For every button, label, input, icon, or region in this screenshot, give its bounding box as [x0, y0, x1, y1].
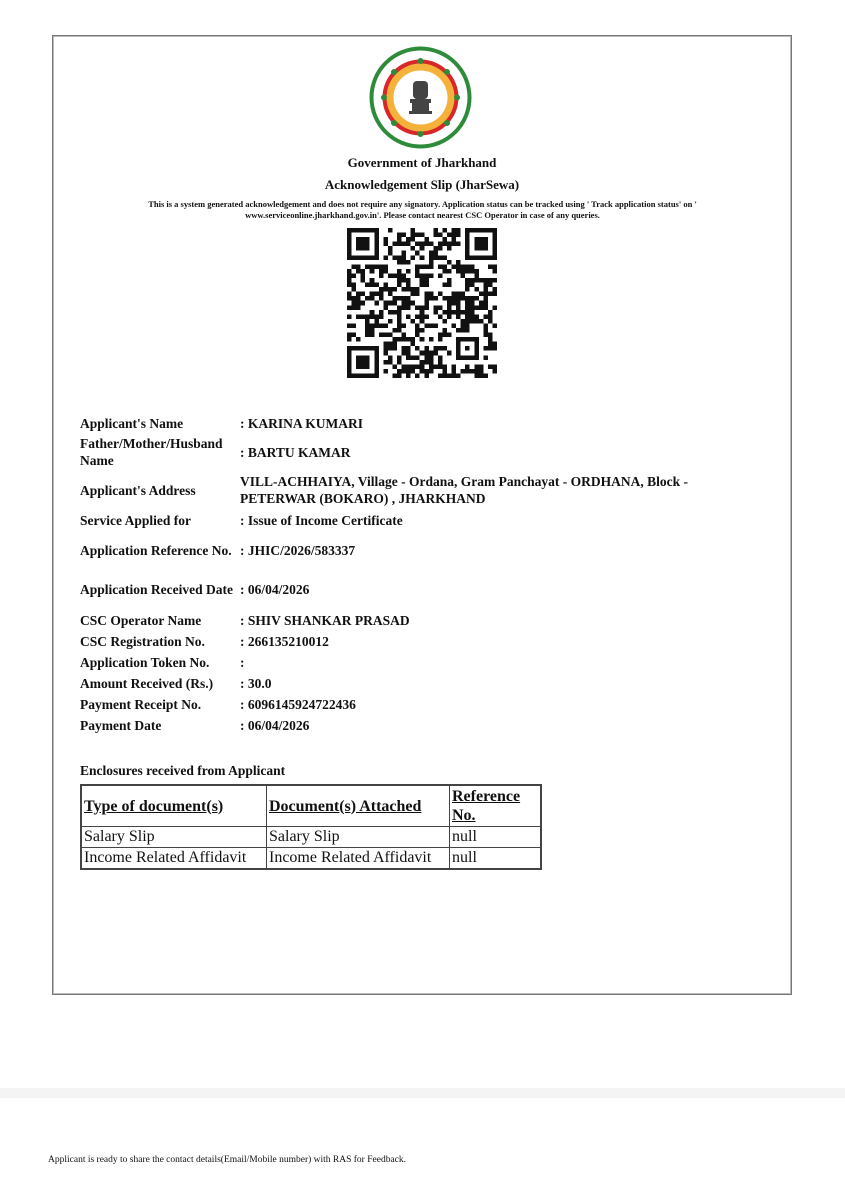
- detail-row: [80, 715, 760, 736]
- table-cell: null: [450, 827, 542, 848]
- table-row: [81, 827, 541, 848]
- detail-row: [80, 673, 760, 694]
- detail-value: : 30.0: [240, 676, 272, 691]
- document-title: Government of Jharkhand: [347, 155, 497, 170]
- detail-label: CSC Registration No.: [80, 634, 205, 649]
- detail-value: : 6096145924722436: [240, 697, 356, 712]
- detail-row: [80, 694, 760, 715]
- detail-row: [80, 531, 760, 570]
- detail-value: : 266135210012: [240, 634, 329, 649]
- detail-value: : JHIC/2026/583337: [240, 543, 356, 558]
- table-cell: Income Related Affidavit: [267, 848, 450, 870]
- detail-label: Applicant's Name: [80, 415, 184, 431]
- table-header-row: [81, 785, 541, 827]
- detail-label: Payment Date: [80, 718, 162, 733]
- document-subtitle: Acknowledgement Slip (JharSewa): [324, 177, 520, 192]
- detail-row: [80, 652, 760, 673]
- detail-label: CSC Operator Name: [80, 612, 202, 628]
- enclosures-title: Enclosures received from Applicant: [80, 763, 286, 778]
- detail-value: : 06/04/2026: [240, 718, 310, 733]
- detail-row: [80, 631, 760, 652]
- detail-label: Amount Received (Rs.): [80, 676, 214, 691]
- detail-value: : BARTU KAMAR: [240, 444, 351, 460]
- detail-value: VILL-ACHHAIYA, Village - Ordana, Gram Panchayat - ORDHANA, Block - PETERWAR (BOKARO) , JHARKHAND: [240, 474, 689, 506]
- detail-label: Applicant's Address: [80, 482, 196, 498]
- detail-value: : Issue of Income Certificate: [240, 513, 403, 528]
- detail-label: Application Received Date: [80, 582, 233, 597]
- page-separator: [0, 1088, 845, 1098]
- system-notice: This is a system generated acknowledgement and does not require any signatory. Application status can be tracked using ' Track application status' on ' www.serviceonline.jharkhand.gov.in'. Please contact nearest CSC Operator in case of any queries.: [148, 199, 697, 220]
- table-cell: Salary Slip: [267, 827, 450, 848]
- enclosures-table: [80, 784, 542, 870]
- detail-label: Application Token No.: [80, 655, 210, 670]
- detail-row: [80, 570, 760, 609]
- table-row: [81, 848, 541, 870]
- detail-row: [80, 434, 760, 470]
- column-header: Type of document(s): [81, 785, 267, 827]
- detail-value: : KARINA KUMARI: [240, 415, 363, 431]
- detail-label: Application Reference No.: [80, 543, 232, 558]
- detail-row: [80, 470, 760, 510]
- detail-value: : SHIV SHANKAR PRASAD: [240, 612, 410, 628]
- table-cell: Income Related Affidavit: [81, 848, 267, 870]
- detail-label: Service Applied for: [80, 513, 191, 528]
- qr-code: [347, 228, 497, 378]
- detail-value: :: [240, 655, 245, 670]
- table-cell: null: [450, 848, 542, 870]
- detail-label: Father/Mother/Husband Name: [80, 436, 223, 468]
- column-header: Reference No.: [450, 785, 542, 827]
- detail-value: : 06/04/2026: [240, 582, 310, 597]
- applicant-details: [80, 412, 760, 736]
- detail-row: [80, 609, 760, 631]
- jharkhand-emblem-logo: [368, 45, 473, 150]
- detail-row: [80, 510, 760, 531]
- table-cell: Salary Slip: [81, 827, 267, 848]
- detail-label: Payment Receipt No.: [80, 697, 202, 712]
- footer-note: Applicant is ready to share the contact details(Email/Mobile number) with RAS for Feedback.: [48, 1155, 406, 1165]
- detail-row: [80, 412, 760, 434]
- column-header: Document(s) Attached: [267, 785, 450, 827]
